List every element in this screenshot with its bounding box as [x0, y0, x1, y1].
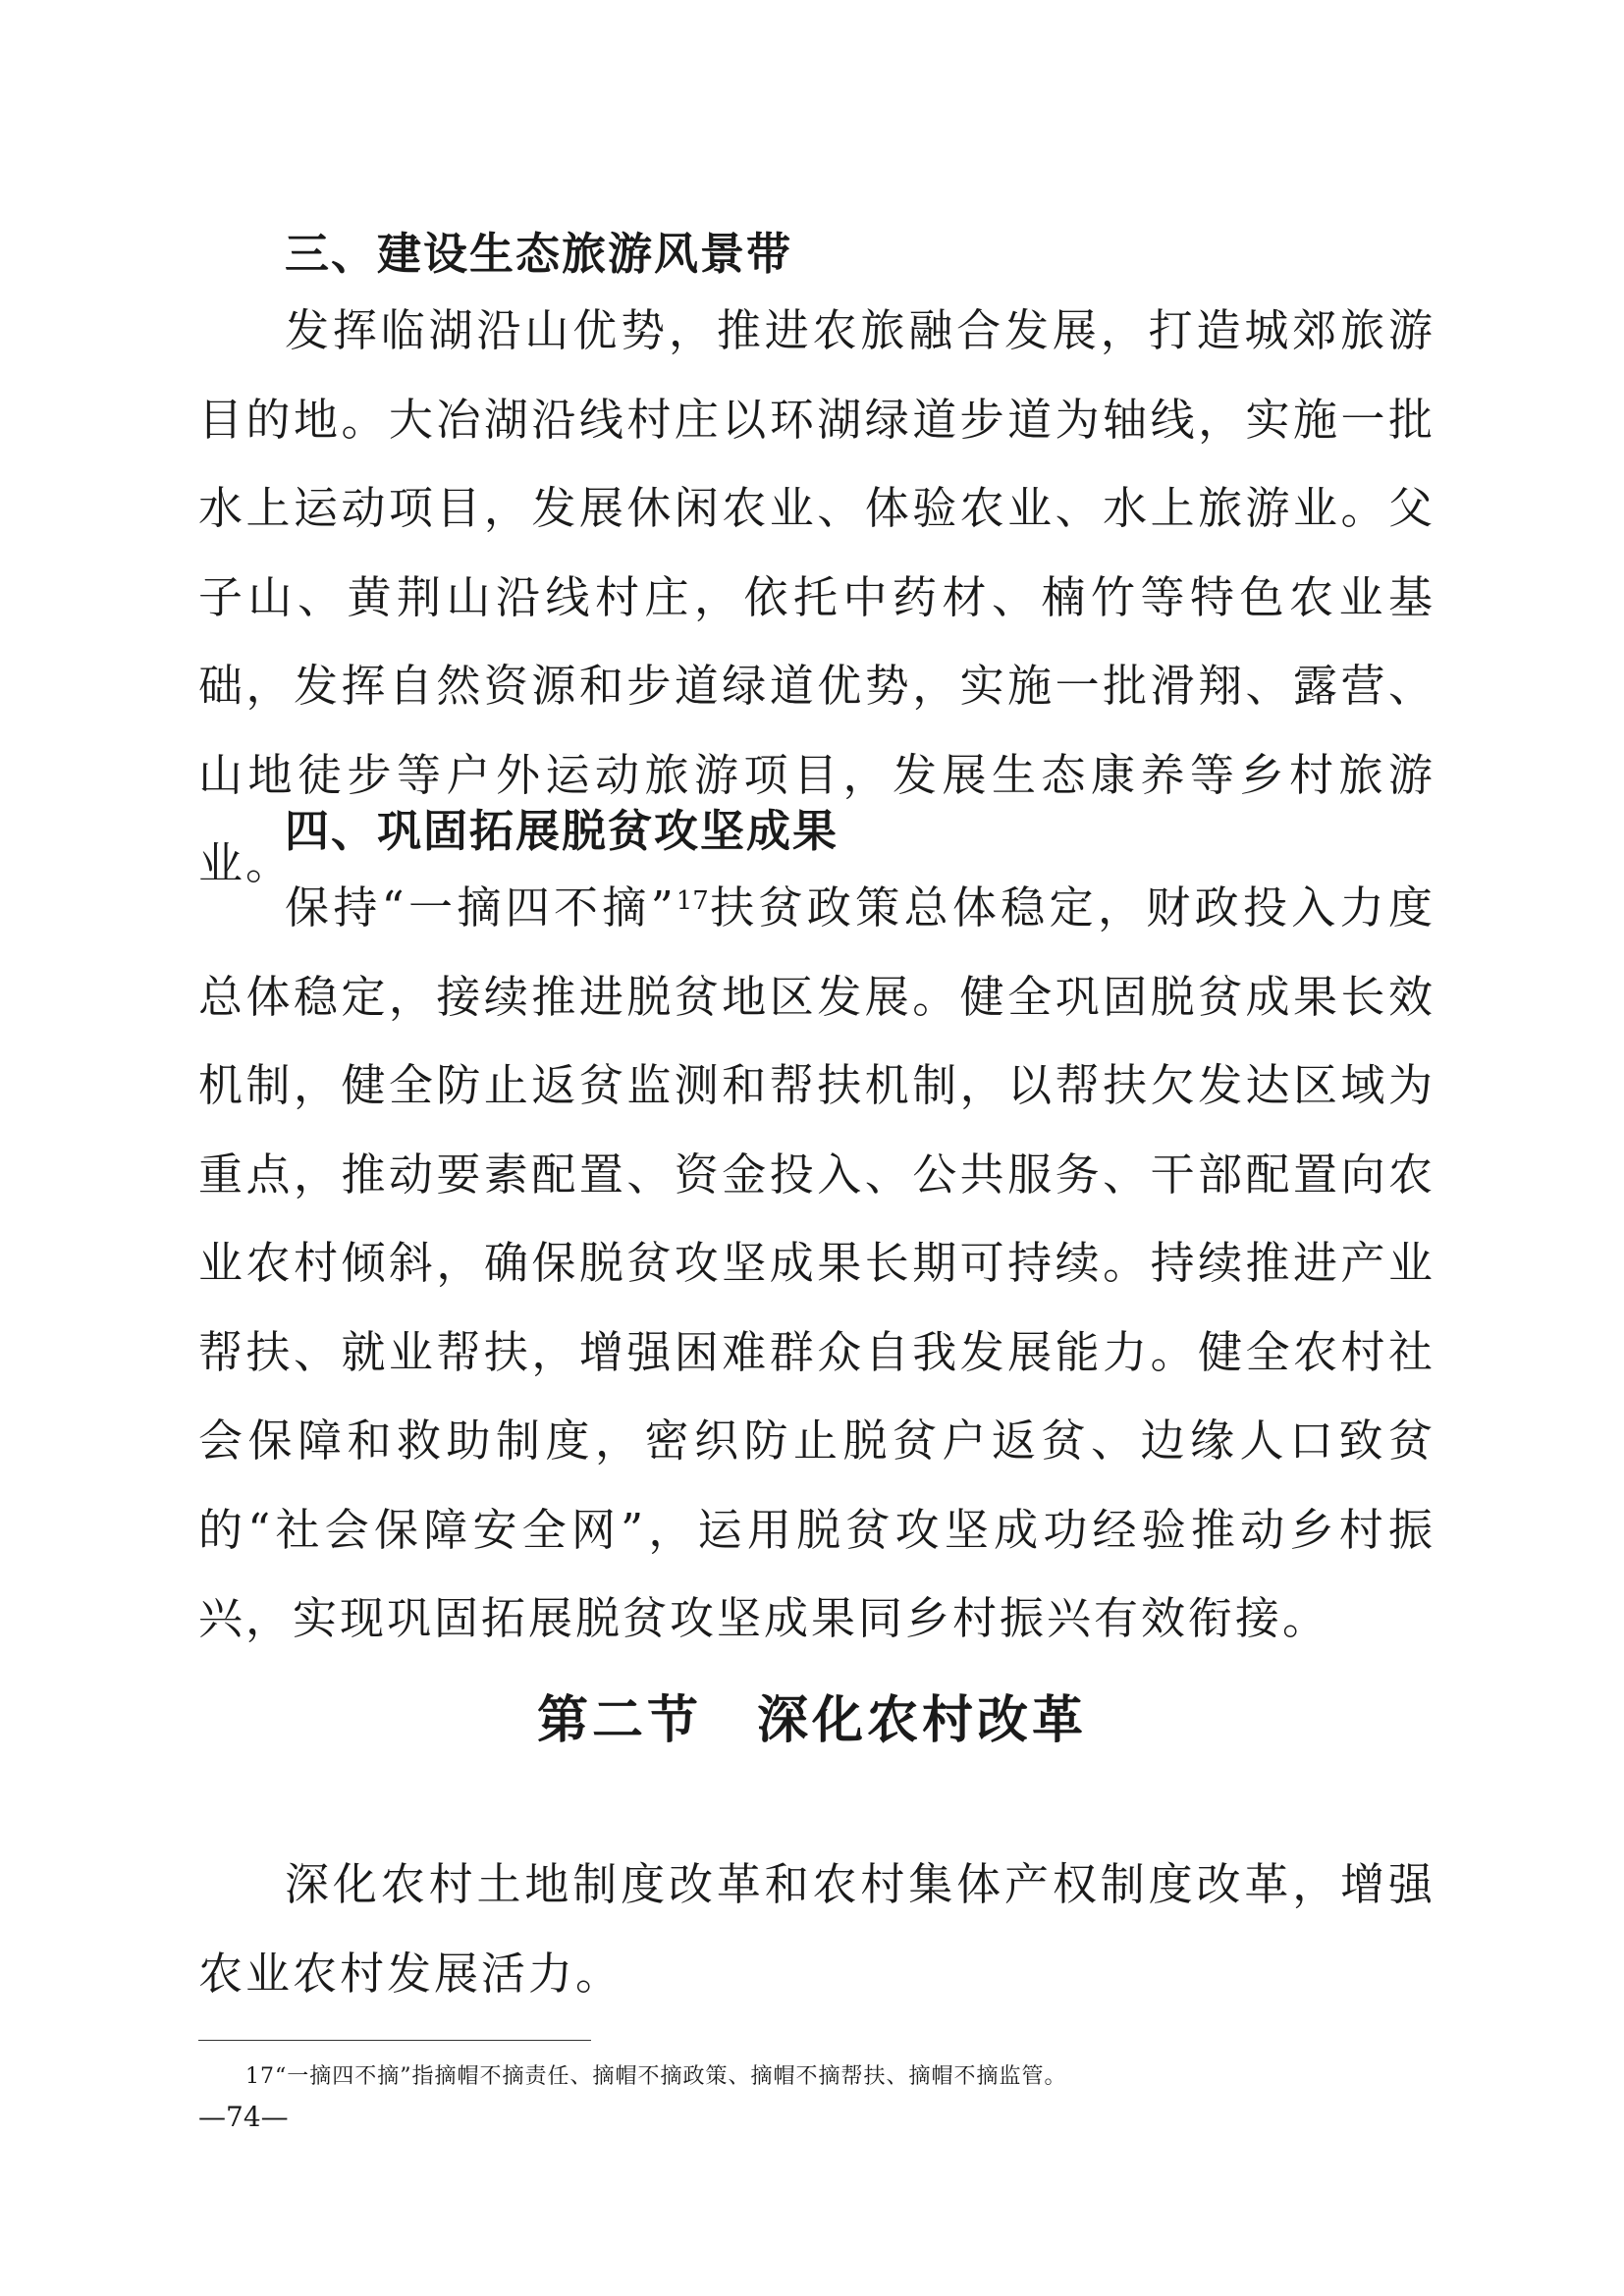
paragraph-text-before-note: 保持“一摘四不摘”: [285, 881, 677, 934]
footnote-reference: 17: [676, 886, 709, 916]
paragraph-ecotourism: 发挥临湖沿山优势，推进农旅融合发展，打造城郊旅游目的地。大冶湖沿线村庄以环湖绿道步道为轴线，实施一批水上运动项目，发展休闲农业、体验农业、水上旅游业。父子山、黄荆山沿线村庄，依托中药材、楠竹等特色农业基础，发挥自然资源和步道绿道优势，实施一批滑翔、露营、山地徒步等户外运动旅游项目，发展生态康养等乡村旅游业。: [198, 304, 1435, 889]
section-heading-ecotourism: 三、建设生态旅游风景带: [285, 228, 793, 280]
footnote-divider: [198, 2040, 591, 2041]
paragraph-text-after-note: 扶贫政策总体稳定，财政投入力度总体稳定，接续推进脱贫地区发展。健全巩固脱贫成果长效机制，健全防止返贫监测和帮扶机制，以帮扶欠发达区域为重点，推动要素配置、资金投入、公共服务、干部配置向农业农村倾斜，确保脱贫攻坚成果长期可持续。持续推进产业帮扶、就业帮扶，增强困难群众自我发展能力。健全农村社会保障和救助制度，密织防止脱贫户返贫、边缘人口致贫的“社会保障安全网”，运用脱贫攻坚成功经验推动乡村振兴，实现巩固拓展脱贫攻坚成果同乡村振兴有效衔接。: [198, 881, 1435, 1644]
paragraph-rural-reform-intro: 深化农村土地制度改革和农村集体产权制度改革，增强农业农村发展活力。: [198, 1858, 1435, 2000]
page-number: —74—: [198, 2101, 289, 2133]
paragraph-poverty-alleviation: [198, 864, 1435, 1664]
footnote-text: 17“一摘四不摘”指摘帽不摘责任、摘帽不摘政策、摘帽不摘帮扶、摘帽不摘监管。: [245, 2064, 1067, 2089]
section-title-rural-reform: 第二节 深化农村改革: [536, 1690, 1087, 1750]
section-heading-poverty-alleviation: 四、巩固拓展脱贫攻坚成果: [285, 805, 839, 857]
